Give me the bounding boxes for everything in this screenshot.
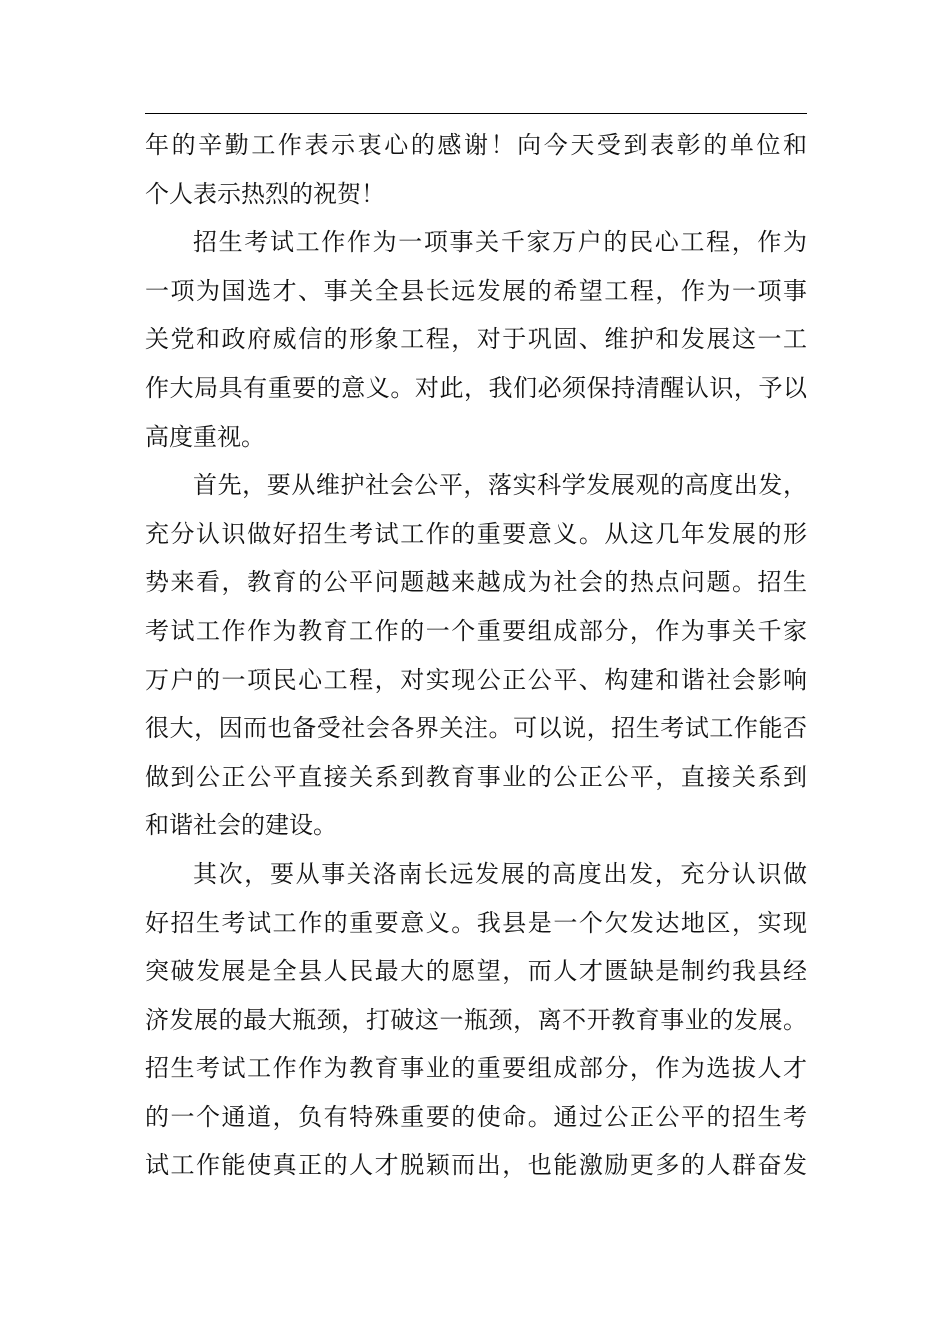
- text-line: 济发展的最大瓶颈，打破这一瓶颈，离不开教育事业的发展。: [145, 1005, 807, 1034]
- paragraph: [145, 121, 807, 218]
- text-line: 好招生考试工作的重要意义。我县是一个欠发达地区，实现: [145, 908, 807, 937]
- paragraph: [145, 218, 807, 461]
- text-line: 充分认识做好招生考试工作的重要意义。从这几年发展的形: [145, 519, 807, 548]
- document-body: [145, 121, 807, 1190]
- text-line: 和谐社会的建设。: [145, 811, 337, 840]
- text-line: 突破发展是全县人民最大的愿望，而人才匮缺是制约我县经: [145, 957, 807, 986]
- header-rule: [145, 113, 807, 114]
- text-line: 试工作能使真正的人才脱颖而出，也能激励更多的人群奋发: [145, 1151, 807, 1180]
- text-line: 个人表示热烈的祝贺！: [145, 179, 385, 208]
- text-line: 关党和政府威信的形象工程，对于巩固、维护和发展这一工: [145, 325, 807, 354]
- text-line: 万户的一项民心工程，对实现公正公平、构建和谐社会影响: [145, 665, 807, 694]
- text-line: 一项为国选才、事关全县长远发展的希望工程，作为一项事: [145, 276, 807, 305]
- text-line: 其次，要从事关洛南长远发展的高度出发，充分认识做: [193, 859, 807, 888]
- text-line: 高度重视。: [145, 422, 265, 451]
- text-line: 很大，因而也备受社会各界关注。可以说，招生考试工作能否: [145, 714, 807, 743]
- text-line: 势来看，教育的公平问题越来越成为社会的热点问题。招生: [145, 568, 807, 597]
- text-line: 的一个通道，负有特殊重要的使命。通过公正公平的招生考: [145, 1102, 807, 1131]
- text-line: 做到公正公平直接关系到教育事业的公正公平，直接关系到: [145, 762, 807, 791]
- text-line: 作大局具有重要的意义。对此，我们必须保持清醒认识，予以: [145, 373, 807, 402]
- text-line: 招生考试工作作为一项事关千家万户的民心工程，作为: [193, 228, 807, 257]
- paragraph: [145, 850, 807, 1190]
- text-line: 年的辛勤工作表示衷心的感谢！向今天受到表彰的单位和: [145, 131, 807, 159]
- paragraph: [145, 461, 807, 850]
- text-line: 招生考试工作作为教育事业的重要组成部分，作为选拔人才: [145, 1054, 807, 1083]
- text-line: 考试工作作为教育工作的一个重要组成部分，作为事关千家: [145, 616, 807, 645]
- text-line: 首先，要从维护社会公平，落实科学发展观的高度出发，: [193, 471, 807, 500]
